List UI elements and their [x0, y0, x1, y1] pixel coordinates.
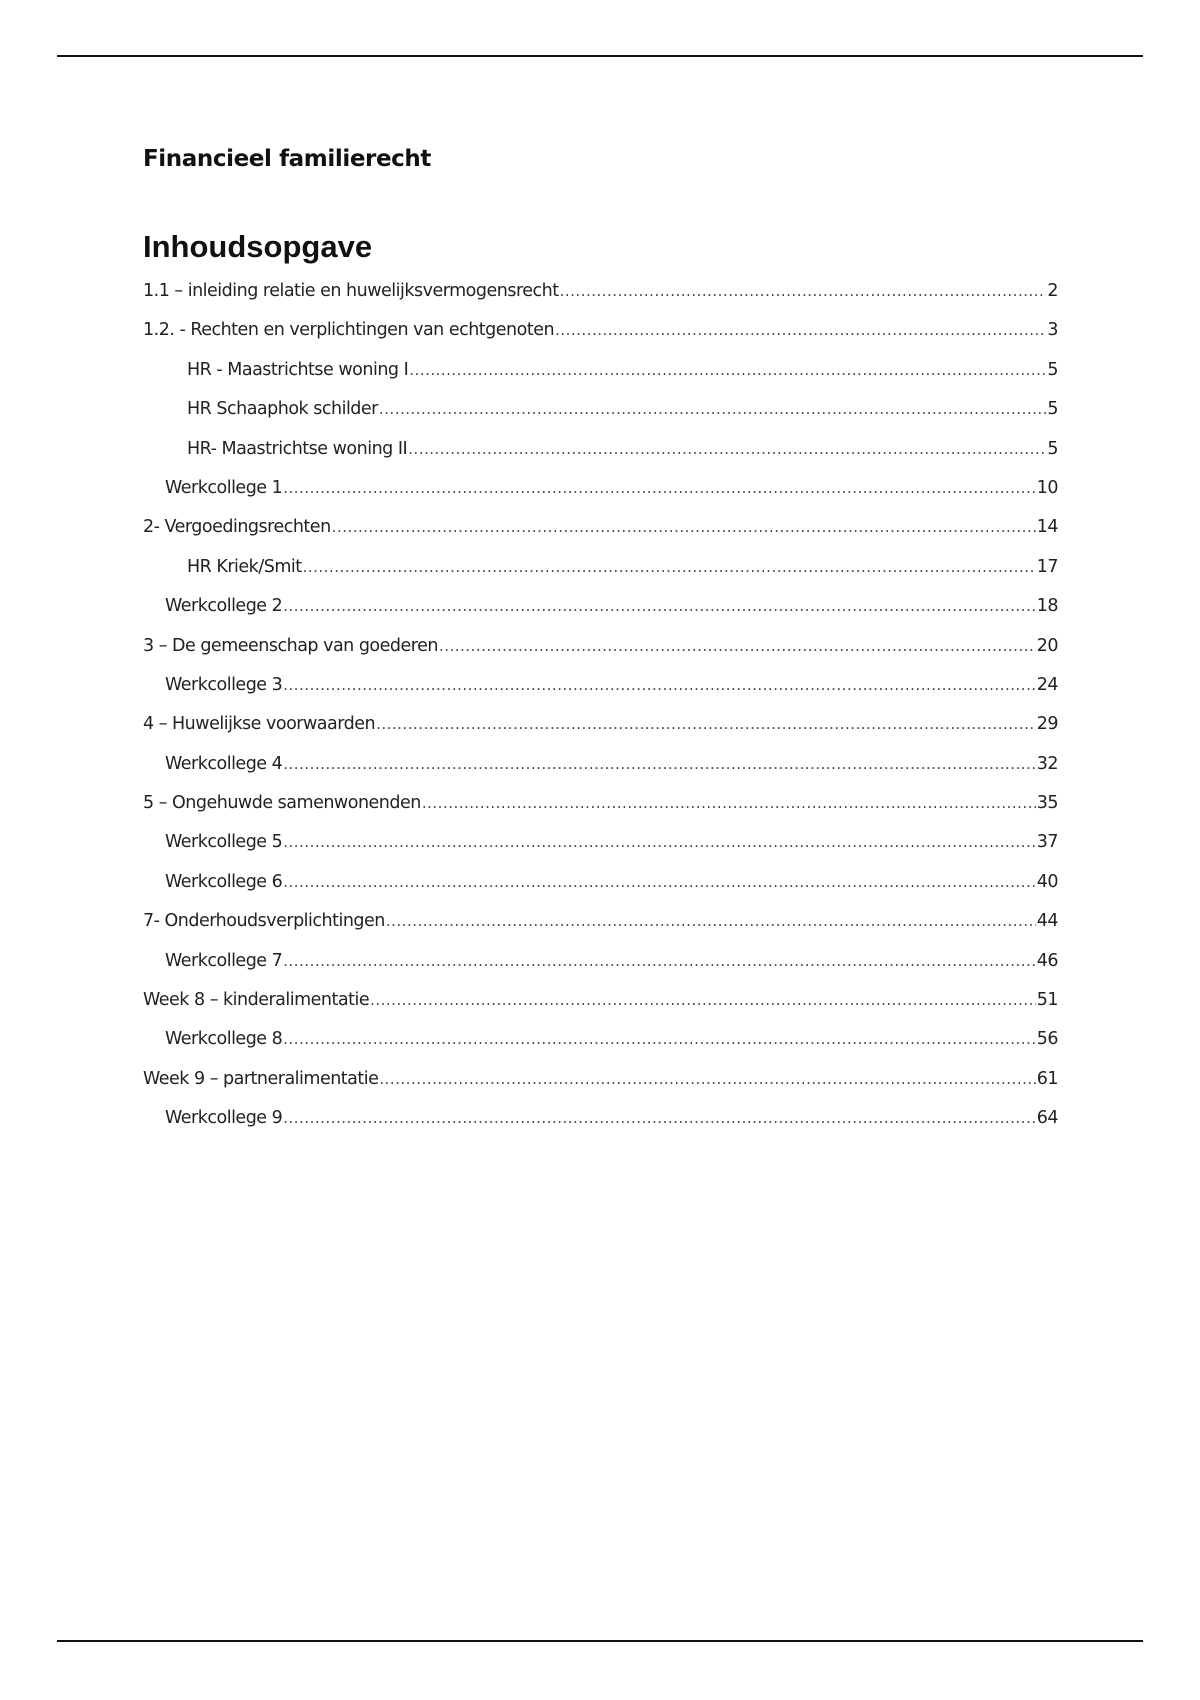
toc-entry[interactable] [143, 517, 1058, 556]
toc-entry[interactable] [143, 596, 1058, 635]
toc-page-number: 2 [1047, 281, 1058, 301]
toc-dot-leader [283, 952, 1035, 970]
toc-dot-leader [386, 912, 1036, 930]
toc-dot-leader [439, 637, 1036, 655]
toc-dot-leader [283, 676, 1035, 694]
toc-entry-title: Werkcollege 9 [165, 1108, 283, 1129]
toc-entry[interactable] [143, 1108, 1058, 1147]
toc-dot-leader [422, 794, 1036, 812]
toc-page-number: 20 [1036, 635, 1058, 656]
toc-entry-title: Werkcollege 4 [165, 753, 283, 774]
toc-entry-title: 4 – Huwelijkse voorwaarden [143, 714, 376, 735]
toc-entry[interactable] [143, 636, 1058, 675]
toc-dot-leader [408, 440, 1046, 458]
toc-dot-leader [379, 1070, 1035, 1088]
toc-dot-leader [370, 991, 1036, 1009]
toc-page-number: 10 [1036, 477, 1058, 498]
toc-dot-leader [332, 518, 1036, 536]
toc-page-number: 24 [1036, 674, 1058, 695]
toc-entry[interactable] [143, 872, 1058, 911]
toc-entry-title: 5 – Ongehuwde samenwonenden [143, 793, 421, 814]
toc-entry-title: Week 8 – kinderalimentatie [143, 990, 370, 1011]
toc-dot-leader [283, 755, 1035, 773]
toc-dot-leader [376, 715, 1036, 733]
toc-entry-title: Werkcollege 6 [165, 871, 283, 892]
toc-dot-leader [303, 558, 1036, 576]
toc-dot-leader [283, 597, 1035, 615]
toc-entry[interactable] [143, 951, 1058, 990]
toc-dot-leader [555, 321, 1046, 339]
toc-page-number: 44 [1036, 911, 1058, 932]
toc-page-number: 35 [1036, 793, 1058, 814]
footer-rule [57, 1640, 1143, 1642]
toc-page-number: 46 [1036, 950, 1058, 971]
document-title: Financieel familierecht [143, 146, 431, 172]
toc-page-number: 5 [1047, 359, 1058, 380]
toc-entry-title: Werkcollege 8 [165, 1029, 283, 1050]
toc-entry[interactable] [143, 439, 1058, 478]
toc-entry-title: HR - Maastrichtse woning I [187, 359, 409, 380]
toc-entry-title: 3 – De gemeenschap van goederen [143, 635, 438, 656]
toc-entry[interactable] [143, 990, 1058, 1029]
toc-entry[interactable] [143, 714, 1058, 753]
toc-page-number: 40 [1036, 871, 1058, 892]
toc-page-number: 18 [1036, 596, 1058, 617]
toc-page-number: 37 [1036, 832, 1058, 853]
toc-page-number: 17 [1036, 556, 1058, 577]
toc-dot-leader [560, 282, 1047, 300]
toc-entry-title: HR Schaaphok schilder [187, 399, 378, 420]
toc-dot-leader [283, 1109, 1035, 1127]
toc-entry-title: 7- Onderhoudsverplichtingen [143, 911, 385, 932]
toc-entry-title: Werkcollege 1 [165, 477, 283, 498]
toc-entry-title: Werkcollege 2 [165, 596, 283, 617]
toc-entry[interactable] [143, 754, 1058, 793]
toc-page-number: 64 [1036, 1108, 1058, 1129]
toc-page-number: 29 [1036, 714, 1058, 735]
toc-entry-title: Werkcollege 3 [165, 674, 283, 695]
toc-entry-title: 2- Vergoedingsrechten [143, 517, 331, 538]
toc-entry[interactable] [143, 281, 1058, 320]
toc-page-number: 5 [1047, 399, 1058, 420]
header-rule [57, 55, 1143, 57]
toc-entry-title: HR- Maastrichtse woning II [187, 438, 408, 459]
toc-dot-leader [283, 833, 1035, 851]
toc-entry[interactable] [143, 320, 1058, 359]
toc-entry[interactable] [143, 793, 1058, 832]
toc-entry-title: Week 9 – partneralimentatie [143, 1068, 379, 1089]
toc-page-number: 61 [1036, 1068, 1058, 1089]
toc-entry-title: Werkcollege 5 [165, 832, 283, 853]
toc-entry-title: 1.1 – inleiding relatie en huwelijksvermogensrecht [143, 281, 559, 301]
toc-entry[interactable] [143, 1029, 1058, 1068]
toc-dot-leader [283, 1030, 1035, 1048]
toc-dot-leader [409, 361, 1046, 379]
toc-entry-title: Werkcollege 7 [165, 950, 283, 971]
toc-entry[interactable] [143, 911, 1058, 950]
toc-heading: Inhoudsopgave [143, 229, 373, 264]
toc-entry[interactable] [143, 399, 1058, 438]
toc-page-number: 56 [1036, 1029, 1058, 1050]
toc-entry[interactable] [143, 478, 1058, 517]
toc-entry-title: 1.2. - Rechten en verplichtingen van echtgenoten [143, 320, 555, 341]
toc-page-number: 3 [1047, 320, 1058, 341]
table-of-contents [143, 281, 1058, 1148]
toc-entry[interactable] [143, 1069, 1058, 1108]
toc-page-number: 14 [1036, 517, 1058, 538]
toc-entry[interactable] [143, 675, 1058, 714]
toc-entry[interactable] [143, 832, 1058, 871]
toc-dot-leader [283, 873, 1035, 891]
toc-entry[interactable] [143, 557, 1058, 596]
toc-dot-leader [379, 400, 1046, 418]
toc-dot-leader [283, 479, 1035, 497]
toc-page-number: 51 [1036, 990, 1058, 1011]
toc-entry-title: HR Kriek/Smit [187, 556, 302, 577]
toc-page-number: 5 [1047, 438, 1058, 459]
toc-entry[interactable] [143, 360, 1058, 399]
toc-page-number: 32 [1036, 753, 1058, 774]
